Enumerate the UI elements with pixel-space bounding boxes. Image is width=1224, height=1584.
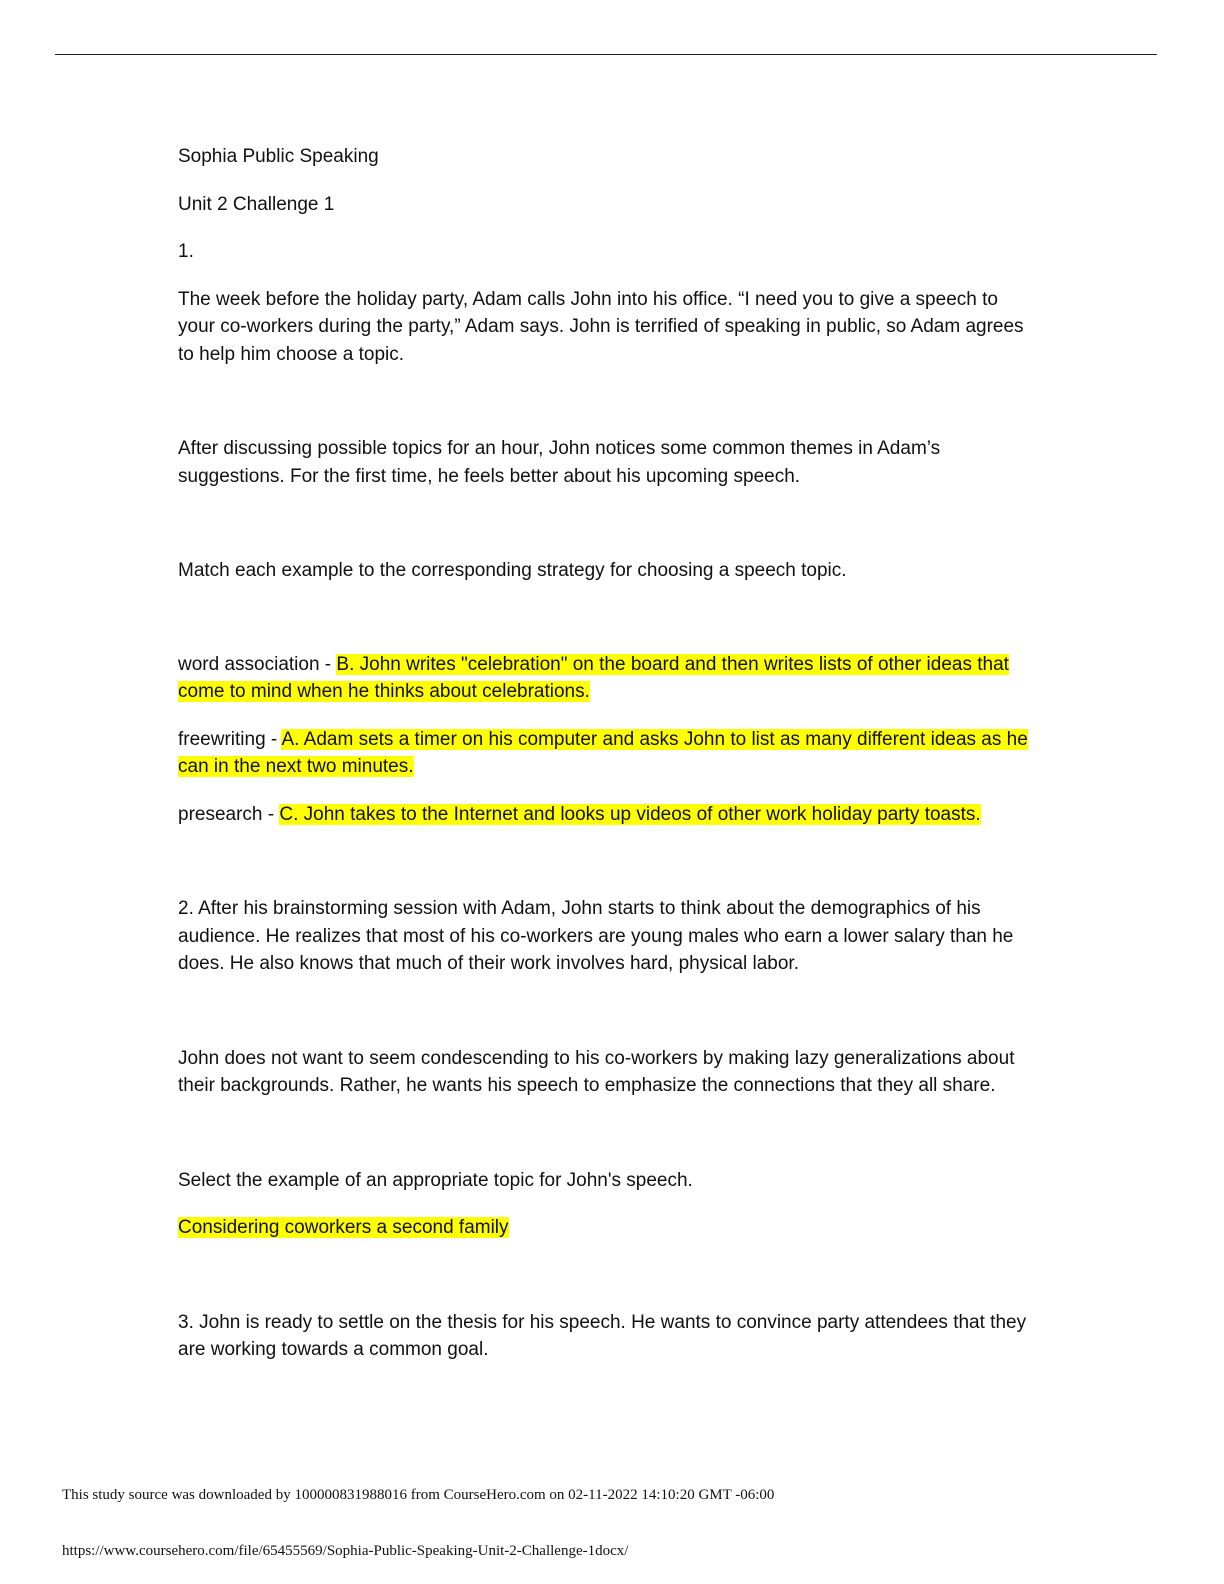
document-body [178,143,1038,1364]
match-item-presearch [178,801,1038,829]
match-label: presearch - [178,803,280,825]
question-1-number: 1. [178,241,194,262]
source-url[interactable]: https://www.coursehero.com/file/65455569/Sophia-Public-Speaking-Unit-2-Challenge-1docx/ [62,1543,629,1559]
question-2-answer [178,1214,1038,1242]
download-note: This study source was downloaded by 100000831988016 from CourseHero.com on 02-11-2022 14:10:20 GMT -06:00 [62,1487,775,1503]
match-item-word-association [178,651,1038,706]
question-2-paragraph-1: 2. After his brainstorming session with Adam, John starts to think about the demographics of his audience. He realizes that most of his co-workers are young males who earn a lower salary than he does. He also knows that much of their work involves hard, physical labor. [178,898,1014,974]
header-rule [55,54,1157,55]
highlighted-answer: Considering coworkers a second family [178,1217,509,1238]
match-label: word association - [178,653,337,675]
question-2-paragraph-2: John does not want to seem condescending to his co-workers by making lazy generalizations about their backgrounds. Rather, he wants his speech to emphasize the connections that they all share. [178,1047,1015,1096]
match-item-freewriting [178,726,1038,781]
match-label: freewriting - [178,728,282,750]
question-1-prompt: Match each example to the corresponding strategy for choosing a speech topic. [178,560,847,581]
document-title: Sophia Public Speaking [178,146,379,167]
highlighted-answer: C. John takes to the Internet and looks up videos of other work holiday party toasts. [279,803,981,825]
question-3-paragraph-1: 3. John is ready to settle on the thesis for his speech. He wants to convince party attendees that they are working towards a common goal. [178,1311,1027,1360]
highlighted-answer: A. Adam sets a timer on his computer and asks John to list as many different ideas as he can in the next two minutes. [178,728,1028,777]
highlighted-answer: B. John writes "celebration" on the board and then writes lists of other ideas that come to mind when he thinks about celebrations. [178,653,1009,702]
question-2-prompt: Select the example of an appropriate topic for John's speech. [178,1169,693,1191]
document-subtitle: Unit 2 Challenge 1 [178,193,335,215]
question-1-paragraph-1: The week before the holiday party, Adam calls John into his office. “I need you to give a speech to your co-workers during the party,” Adam says. John is terrified of speaking in public, so Adam agrees to help him choose a topic. [178,288,1024,365]
question-1-paragraph-2: After discussing possible topics for an hour, John notices some common themes in Adam’s suggestions. For the first time, he feels better about his upcoming speech. [178,438,941,487]
